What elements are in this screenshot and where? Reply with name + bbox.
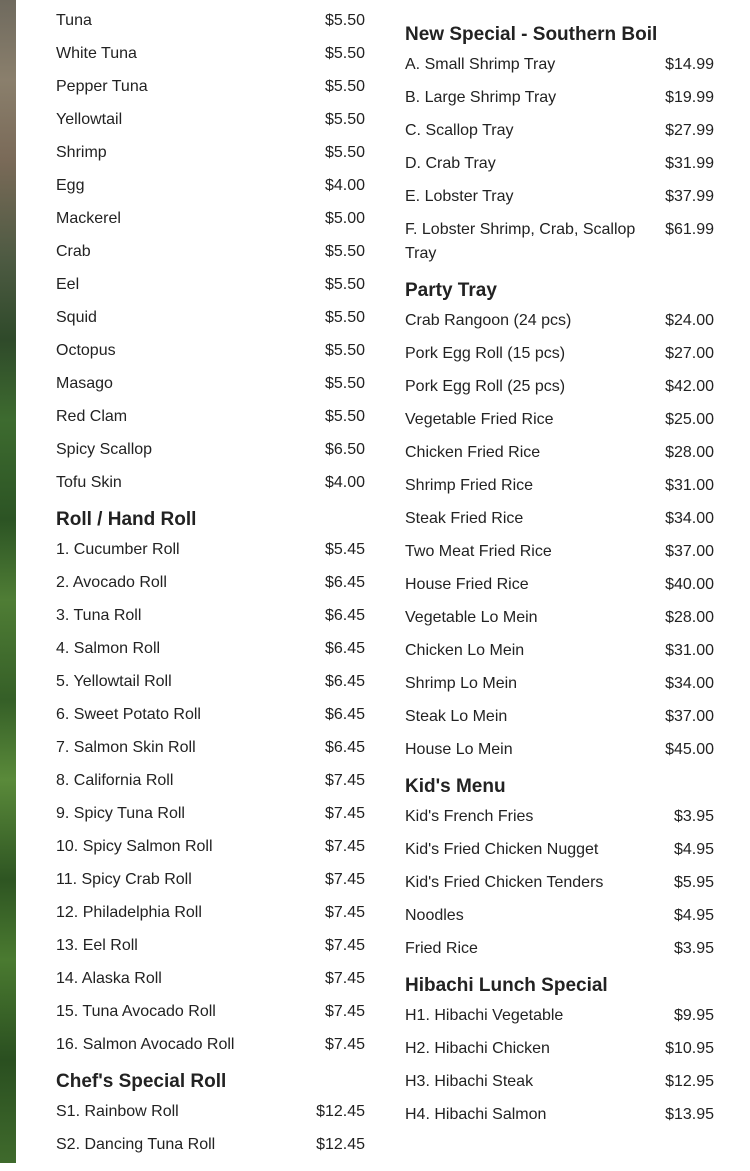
- menu-item[interactable]: [56, 75, 365, 99]
- item-name: H4. Hibachi Salmon: [405, 1106, 547, 1123]
- item-price: $6.45: [324, 673, 365, 690]
- menu-item[interactable]: [405, 1103, 714, 1127]
- item-price: $4.95: [673, 841, 714, 858]
- menu-item[interactable]: [405, 672, 714, 696]
- item-name: A. Small Shrimp Tray: [405, 56, 556, 73]
- item-name: Tofu Skin: [56, 474, 122, 491]
- item-price: $5.50: [324, 12, 365, 29]
- menu-item[interactable]: [56, 769, 365, 793]
- menu-section-southern-boil: [405, 24, 714, 266]
- menu-item[interactable]: [56, 868, 365, 892]
- item-price: $27.00: [665, 345, 714, 362]
- item-name: Spicy Scallop: [56, 441, 153, 458]
- menu-item[interactable]: [56, 835, 365, 859]
- item-price: $5.50: [324, 375, 365, 392]
- menu-item[interactable]: [405, 1070, 714, 1094]
- item-name: Octopus: [56, 342, 116, 359]
- item-name: Pork Egg Roll (25 pcs): [405, 378, 566, 395]
- menu-item[interactable]: [56, 405, 365, 429]
- item-name: Eel: [56, 276, 80, 293]
- item-name: Kid's Fried Chicken Tenders: [405, 874, 604, 891]
- item-name: 7. Salmon Skin Roll: [56, 739, 196, 756]
- menu-item[interactable]: [405, 86, 714, 110]
- item-name: B. Large Shrimp Tray: [405, 89, 557, 106]
- section-title: New Special - Southern Boil: [405, 24, 658, 45]
- menu-item[interactable]: [56, 306, 365, 330]
- item-price: $5.50: [324, 78, 365, 95]
- menu-item[interactable]: [56, 273, 365, 297]
- menu-item[interactable]: [405, 1004, 714, 1028]
- menu-column-left: [56, 9, 365, 1171]
- item-price: $28.00: [665, 609, 714, 626]
- item-price: $7.45: [324, 970, 365, 987]
- menu-item[interactable]: [56, 670, 365, 694]
- menu-item[interactable]: [405, 185, 714, 209]
- item-price: $37.00: [665, 543, 714, 560]
- item-name: 6. Sweet Potato Roll: [56, 706, 201, 723]
- item-price: $5.45: [324, 541, 365, 558]
- menu-item[interactable]: [56, 736, 365, 760]
- item-price: $7.45: [324, 871, 365, 888]
- item-price: $6.45: [324, 607, 365, 624]
- item-price: $12.45: [316, 1103, 365, 1120]
- item-name: Kid's Fried Chicken Nugget: [405, 841, 599, 858]
- item-price: $7.45: [324, 1003, 365, 1020]
- item-name: Masago: [56, 375, 113, 392]
- item-price: $13.95: [665, 1106, 714, 1123]
- menu-item[interactable]: [405, 218, 714, 266]
- item-name: Crab: [56, 243, 91, 260]
- item-name: Crab Rangoon (24 pcs): [405, 312, 572, 329]
- menu-item[interactable]: [405, 375, 714, 399]
- item-name: H3. Hibachi Steak: [405, 1073, 534, 1090]
- item-name: Tuna: [56, 12, 92, 29]
- section-title: Party Tray: [405, 280, 497, 301]
- item-price: $12.95: [665, 1073, 714, 1090]
- item-price: $5.50: [324, 243, 365, 260]
- menu-section-chefs-special-roll: [56, 1071, 365, 1157]
- menu-section-party-tray: [405, 280, 714, 762]
- menu-item[interactable]: [56, 174, 365, 198]
- item-name: Noodles: [405, 907, 464, 924]
- item-price: $5.95: [673, 874, 714, 891]
- menu-section-hibachi-lunch-special: [405, 975, 714, 1127]
- menu-item[interactable]: [405, 309, 714, 333]
- menu-item[interactable]: [405, 53, 714, 77]
- item-price: $12.45: [316, 1136, 365, 1153]
- item-name: 4. Salmon Roll: [56, 640, 161, 657]
- item-price: $24.00: [665, 312, 714, 329]
- menu-item[interactable]: [56, 240, 365, 264]
- menu-item[interactable]: [56, 1100, 365, 1124]
- item-price: $42.00: [665, 378, 714, 395]
- menu-item[interactable]: [405, 342, 714, 366]
- item-name: H2. Hibachi Chicken: [405, 1040, 550, 1057]
- menu-item[interactable]: [405, 738, 714, 762]
- menu-item[interactable]: [56, 637, 365, 661]
- item-price: $7.45: [324, 904, 365, 921]
- item-name: 9. Spicy Tuna Roll: [56, 805, 185, 822]
- item-name: Vegetable Fried Rice: [405, 411, 554, 428]
- item-price: $34.00: [665, 675, 714, 692]
- menu-item[interactable]: [405, 871, 714, 895]
- section-title: Roll / Hand Roll: [56, 509, 197, 530]
- menu-item[interactable]: [56, 934, 365, 958]
- menu-item[interactable]: [405, 119, 714, 143]
- item-name: 10. Spicy Salmon Roll: [56, 838, 213, 855]
- item-name: D. Crab Tray: [405, 155, 496, 172]
- menu-item[interactable]: [56, 339, 365, 363]
- menu-item[interactable]: [405, 904, 714, 928]
- section-title: Chef's Special Roll: [56, 1071, 227, 1092]
- item-price: $10.95: [665, 1040, 714, 1057]
- item-name: 2. Avocado Roll: [56, 574, 167, 591]
- item-name: White Tuna: [56, 45, 137, 62]
- menu-item[interactable]: [405, 937, 714, 961]
- item-price: $19.99: [665, 89, 714, 106]
- item-name: Chicken Lo Mein: [405, 642, 525, 659]
- menu-item[interactable]: [405, 1037, 714, 1061]
- menu-item[interactable]: [56, 571, 365, 595]
- item-price: $4.00: [324, 474, 365, 491]
- menu-item[interactable]: [405, 152, 714, 176]
- menu-item[interactable]: [405, 573, 714, 597]
- item-price: $6.45: [324, 739, 365, 756]
- item-name: Two Meat Fried Rice: [405, 543, 552, 560]
- item-name: 11. Spicy Crab Roll: [56, 871, 192, 888]
- item-price: $25.00: [665, 411, 714, 428]
- item-price: $6.50: [324, 441, 365, 458]
- item-name: H1. Hibachi Vegetable: [405, 1007, 564, 1024]
- item-price: $5.50: [324, 144, 365, 161]
- menu-item[interactable]: [405, 441, 714, 465]
- section-title: Hibachi Lunch Special: [405, 975, 608, 996]
- menu-item[interactable]: [56, 9, 365, 33]
- item-name: Yellowtail: [56, 111, 123, 128]
- background-photo-strip: [0, 0, 16, 1163]
- item-name: House Fried Rice: [405, 576, 529, 593]
- item-price: $7.45: [324, 937, 365, 954]
- item-price: $27.99: [665, 122, 714, 139]
- item-price: $5.50: [324, 342, 365, 359]
- menu-item[interactable]: [56, 471, 365, 495]
- item-name: Steak Lo Mein: [405, 708, 508, 725]
- item-name: Vegetable Lo Mein: [405, 609, 538, 626]
- menu-item[interactable]: [405, 507, 714, 531]
- item-price: $37.99: [665, 188, 714, 205]
- item-price: $14.99: [665, 56, 714, 73]
- menu-item[interactable]: [56, 42, 365, 66]
- item-name: Shrimp: [56, 144, 107, 161]
- menu-item[interactable]: [56, 207, 365, 231]
- item-price: $3.95: [673, 940, 714, 957]
- item-price: $4.95: [673, 907, 714, 924]
- item-price: $45.00: [665, 741, 714, 758]
- item-price: $5.50: [324, 276, 365, 293]
- menu-item[interactable]: [56, 372, 365, 396]
- item-price: $7.45: [324, 838, 365, 855]
- item-price: $3.95: [673, 808, 714, 825]
- item-name: 5. Yellowtail Roll: [56, 673, 172, 690]
- menu-item[interactable]: [405, 606, 714, 630]
- item-name: Pork Egg Roll (15 pcs): [405, 345, 566, 362]
- menu-section-kids-menu: [405, 776, 714, 961]
- menu-column-right: [405, 24, 714, 1141]
- item-name: 13. Eel Roll: [56, 937, 138, 954]
- item-name: Chicken Fried Rice: [405, 444, 541, 461]
- item-name: 1. Cucumber Roll: [56, 541, 180, 558]
- item-price: $6.45: [324, 640, 365, 657]
- item-name: 15. Tuna Avocado Roll: [56, 1003, 216, 1020]
- item-name: S1. Rainbow Roll: [56, 1103, 179, 1120]
- menu-item[interactable]: [56, 967, 365, 991]
- item-name: 14. Alaska Roll: [56, 970, 162, 987]
- menu-item[interactable]: [405, 838, 714, 862]
- item-price: $5.50: [324, 111, 365, 128]
- item-price: $5.50: [324, 45, 365, 62]
- item-name: Squid: [56, 309, 97, 326]
- item-name: Kid's French Fries: [405, 808, 534, 825]
- item-price: $31.99: [665, 155, 714, 172]
- menu-item[interactable]: [56, 901, 365, 925]
- item-price: $40.00: [665, 576, 714, 593]
- item-name: F. Lobster Shrimp, Crab, Scallop Tray: [405, 221, 636, 262]
- item-name: S2. Dancing Tuna Roll: [56, 1136, 216, 1153]
- menu-section-sushi: [56, 9, 365, 495]
- item-name: House Lo Mein: [405, 741, 513, 758]
- menu-item[interactable]: [56, 1000, 365, 1024]
- menu-section-roll-hand-roll: [56, 509, 365, 1057]
- item-name: Steak Fried Rice: [405, 510, 524, 527]
- menu-item[interactable]: [56, 1033, 365, 1057]
- item-name: 12. Philadelphia Roll: [56, 904, 202, 921]
- item-name: C. Scallop Tray: [405, 122, 514, 139]
- item-price: $31.00: [665, 642, 714, 659]
- item-price: $5.00: [324, 210, 365, 227]
- item-price: $7.45: [324, 805, 365, 822]
- section-title: Kid's Menu: [405, 776, 506, 797]
- item-price: $4.00: [324, 177, 365, 194]
- item-name: 16. Salmon Avocado Roll: [56, 1036, 235, 1053]
- item-name: Fried Rice: [405, 940, 478, 957]
- menu-item[interactable]: [56, 802, 365, 826]
- item-price: $9.95: [673, 1007, 714, 1024]
- item-price: $34.00: [665, 510, 714, 527]
- menu-item[interactable]: [405, 639, 714, 663]
- item-name: Pepper Tuna: [56, 78, 148, 95]
- item-name: 8. California Roll: [56, 772, 174, 789]
- menu-item[interactable]: [405, 540, 714, 564]
- menu-item[interactable]: [56, 108, 365, 132]
- menu-item[interactable]: [56, 1133, 365, 1157]
- item-price: $7.45: [324, 772, 365, 789]
- item-name: Egg: [56, 177, 85, 194]
- item-price: $28.00: [665, 444, 714, 461]
- item-price: $61.99: [665, 221, 714, 238]
- item-price: $37.00: [665, 708, 714, 725]
- menu-item[interactable]: [56, 604, 365, 628]
- menu-item[interactable]: [56, 538, 365, 562]
- menu-item[interactable]: [56, 438, 365, 462]
- item-name: Red Clam: [56, 408, 128, 425]
- menu-item[interactable]: [405, 408, 714, 432]
- item-name: E. Lobster Tray: [405, 188, 514, 205]
- item-name: 3. Tuna Roll: [56, 607, 142, 624]
- item-name: Shrimp Fried Rice: [405, 477, 534, 494]
- menu-item[interactable]: [56, 141, 365, 165]
- item-price: $6.45: [324, 574, 365, 591]
- item-price: $5.50: [324, 309, 365, 326]
- menu-item[interactable]: [405, 805, 714, 829]
- menu-item[interactable]: [56, 703, 365, 727]
- item-name: Shrimp Lo Mein: [405, 675, 518, 692]
- item-name: Mackerel: [56, 210, 121, 227]
- item-price: $6.45: [324, 706, 365, 723]
- item-price: $5.50: [324, 408, 365, 425]
- item-price: $31.00: [665, 477, 714, 494]
- menu-item[interactable]: [405, 474, 714, 498]
- item-price: $7.45: [324, 1036, 365, 1053]
- menu-item[interactable]: [405, 705, 714, 729]
